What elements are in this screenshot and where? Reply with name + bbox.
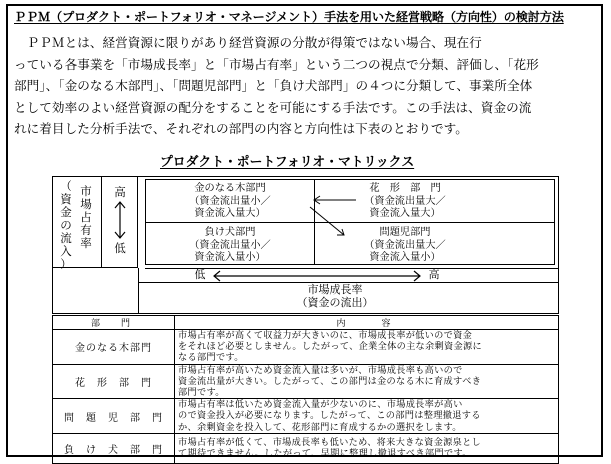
quadrant-dog [170,227,290,265]
document-title: ＰＰＭ（プロダクト・ポートフォリオ・マネージメント）手法を用いた経営戦略（方向性）の検討方法 [14,10,564,24]
quadrant-name: 花 形 部 門 [369,183,441,194]
y-char: 占 [80,210,92,224]
table-header-row [53,316,559,330]
y-char: 入 [60,244,72,258]
x-axis-title: 市場成長率 [307,283,363,296]
quadrant-question-mark [345,227,465,265]
quadrant-name: 問題児部門 [379,227,431,238]
table-row [53,364,559,399]
quadrant-line: （資金流出量大／ [364,195,446,207]
table-row [53,433,559,463]
y-axis-low: 低 [114,241,126,255]
description-line: なる部門です。 [178,352,244,364]
department-name: 金のなる木部門 [53,330,175,365]
paragraph-line: れに着目した分析手法で、それぞれの部門の内容と方向性は下表のとおりです。 [14,121,468,137]
quadrant-line: （資金流出量小／ [189,239,271,251]
y-char: 資 [60,192,72,206]
department-table [52,315,559,464]
quadrant-line: （資金流出量大／ [364,239,446,251]
x-axis-subtitle: （資金の流出） [296,295,374,309]
y-char: の [60,218,72,232]
quadrant-name: 金のなる木部門 [194,183,266,194]
y-char: ） [60,257,72,271]
y-char: 流 [60,231,72,245]
table-header: 部 門 [53,316,175,330]
table-row [53,399,559,434]
department-description [175,433,559,463]
department-name: 負 け 犬 部 門 [53,433,175,463]
intro-paragraph [14,32,600,140]
description-line: 部門です。 [178,387,225,399]
description-line: 市場占有率が高いため資金流入量は多いが、市場成長率も高いので [178,364,463,376]
department-description [175,330,559,365]
table-header: 内 容 [175,316,559,330]
x-axis-label [260,284,410,309]
quadrant-line: 資金流入量小） [369,252,441,263]
y-axis-paren-label [58,180,74,271]
description-line: をそれほど必要としません。したがって、企業全体の主な余剰資金源に [178,341,482,353]
paragraph-line: として効率のよい経営資源の配分をすることを可能にする手法です。この手法は、資金の流 [14,99,532,115]
y-axis-high: 高 [114,185,126,199]
description-line: 市場占有率は低いため資金流入量が少ないのに、市場成長率が高い [178,399,463,411]
description-line: て期待できません。したがって、早期に整理し撤退すべき部門です。 [178,448,472,460]
y-char: 市 [80,184,92,198]
table-row [53,330,559,365]
x-axis-high: 高 [428,268,440,281]
description-line: 市場占有率が高くて収益力が大きいのに、市場成長率が低いので資金 [178,330,473,341]
paragraph-line: 部門」、「金のなる木部門」、「問題児部門」と「負け犬部門」の４つに分類して、事業所全体 [14,78,533,94]
paragraph-line: っている各事業を「市場成長率」と「市場占有率」という二つの視点で分類、評価し、「花形 [14,56,539,72]
paragraph-line: ＰＰＭとは、経営資源に限りがあり経営資源の分散が得策ではない場合、現在行 [14,35,482,50]
y-char: 場 [80,197,92,211]
description-line: 資金流出量が大きい。したがって、この部門は金のなる木に育成すべき [178,375,482,387]
department-description [175,399,559,434]
y-char: 有 [80,223,92,237]
y-char: （ [60,179,72,193]
y-char: 率 [80,236,92,250]
quadrant-line: 資金流入量大） [194,208,266,219]
quadrant-star [345,183,465,221]
x-axis-arrow-icon [212,270,422,282]
description-line: 市場占有率が低くて、市場成長率も低いため、将来大きな資金源泉とし [178,437,482,449]
quadrant-cash-cow [170,183,290,221]
x-axis-left-line [138,268,139,314]
department-description [175,364,559,399]
department-name: 問 題 児 部 門 [53,399,175,434]
flow-arrows-icon [280,195,360,245]
quadrant-line: 資金流入量小） [194,252,266,263]
x-axis-low: 低 [194,268,206,281]
quadrant-name: 負け犬部門 [204,227,256,238]
y-char: 金 [60,205,72,219]
description-line: か、余剰資金を投入して、花形部門に育成するかの選択をします。 [178,421,462,433]
y-axis-arrow-icon [113,200,127,240]
matrix-title: プロダクト・ポートフォリオ・マトリックス [160,155,415,170]
description-line: ので資金投入が必要になります。したがって、この部門は整理撤退する [178,410,481,422]
department-name: 花 形 部 門 [53,364,175,399]
quadrant-line: 資金流入量大） [369,208,441,219]
quadrant-line: （資金流出量小／ [189,195,271,207]
y-axis-label [78,185,94,250]
